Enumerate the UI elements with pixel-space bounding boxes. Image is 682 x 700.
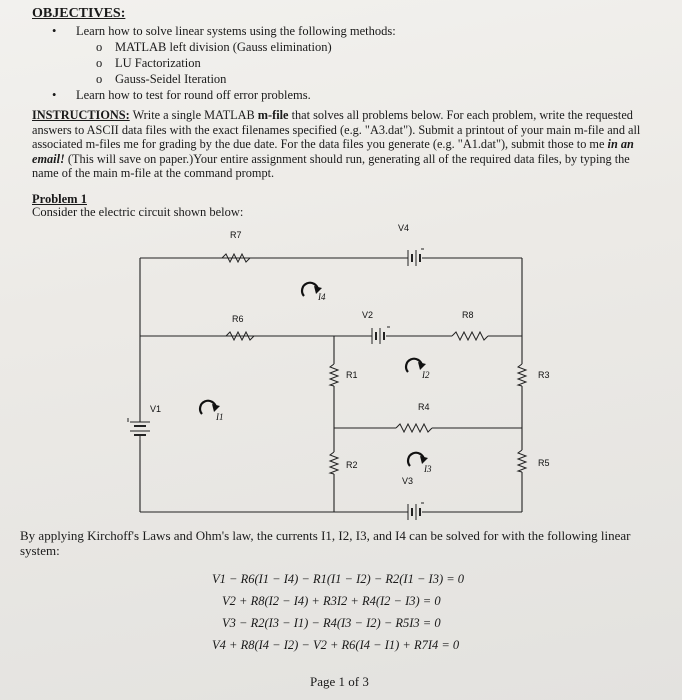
objective-sub-3: Gauss-Seidel Iteration	[115, 72, 227, 86]
problem-intro: Consider the electric circuit shown below:	[32, 205, 244, 219]
resistor-r4-icon	[396, 424, 432, 432]
sub-bullet-icon: o	[96, 40, 103, 54]
label-v4: V4	[398, 223, 410, 233]
objective-sub-2: LU Factorization	[115, 56, 201, 70]
battery-v1-icon	[128, 418, 150, 440]
instructions-text-1: Write a single MATLAB	[129, 108, 258, 122]
arrowhead-i3-icon	[420, 456, 428, 464]
label-i1: I1	[216, 412, 224, 422]
battery-v3-icon	[404, 503, 426, 520]
resistor-r3-icon	[518, 364, 526, 386]
label-r5: R5	[538, 458, 550, 468]
label-r6: R6	[232, 314, 244, 324]
equation-3: V3 − R2(I3 − I1) − R4(I3 − I2) − R5I3 = 0	[222, 616, 441, 630]
sub-bullet-icon: o	[96, 56, 103, 70]
label-i2: I2	[422, 370, 430, 380]
objective-item-1: Learn how to solve linear systems using the following methods:	[76, 24, 396, 38]
label-r4: R4	[418, 402, 430, 412]
equation-4: V4 + R8(I4 − I2) − V2 + R6(I4 − I1) + R7I4 = 0	[212, 638, 460, 652]
resistor-r1-icon	[330, 364, 338, 386]
resistor-r2-icon	[330, 452, 338, 474]
label-v1: V1	[150, 404, 162, 414]
equation-2: V2 + R8(I2 − I4) + R3I2 + R4(I2 − I3) = 0	[222, 594, 441, 608]
problem-heading: Problem 1	[32, 192, 87, 206]
label-r2: R2	[346, 460, 358, 470]
page-number: Page 1 of 3	[310, 674, 369, 689]
label-v3: V3	[402, 476, 414, 486]
arrowhead-i1-icon	[212, 404, 220, 412]
instructions-heading: INSTRUCTIONS:	[32, 108, 130, 122]
objective-item-2: Learn how to test for round off error problems.	[76, 88, 311, 102]
label-r1: R1	[346, 370, 358, 380]
label-v2: V2	[362, 310, 374, 320]
sub-bullet-icon: o	[96, 72, 103, 86]
label-i4: I4	[318, 292, 326, 302]
instructions-email: in an email!	[32, 137, 634, 166]
instructions-text-3: (This will save on paper.)Your entire assignment should run, generating all of the required data files, by typing the name of the main m-file at the command prompt.	[32, 151, 630, 181]
battery-v2-icon	[368, 327, 392, 344]
label-i3: I3	[424, 464, 432, 474]
bullet-icon: •	[52, 24, 57, 38]
instructions-mfile: m-file	[257, 108, 289, 122]
objectives-heading: OBJECTIVES:	[32, 6, 126, 21]
battery-v4-icon	[404, 249, 426, 266]
resistor-r5-icon	[518, 450, 526, 472]
objective-sub-1: MATLAB left division (Gauss elimination)	[115, 40, 332, 54]
kirchoff-paragraph: By applying Kirchoff's Laws and Ohm's law, the currents I1, I2, I3, and I4 can be solved for with the following linear system:	[20, 528, 631, 558]
instructions-text-2: that solves all problems below. For each problem, write the requested answers to ASCII data files with the exact filenames specified (e.g. "A3.dat"). Submit a printout of your main m-file and all associated m-files me for grading by the due date. For the data files you generate (e.g. "A1.dat"), submit those to me	[32, 108, 641, 152]
label-r7: R7	[230, 230, 242, 240]
bullet-icon: •	[52, 88, 57, 102]
label-r8: R8	[462, 310, 474, 320]
arrowhead-i2-icon	[418, 362, 426, 370]
equation-1: V1 − R6(I1 − I4) − R1(I1 − I2) − R2(I1 − I3) = 0	[212, 572, 465, 586]
label-r3: R3	[538, 370, 550, 380]
resistor-r8-icon	[452, 332, 488, 340]
